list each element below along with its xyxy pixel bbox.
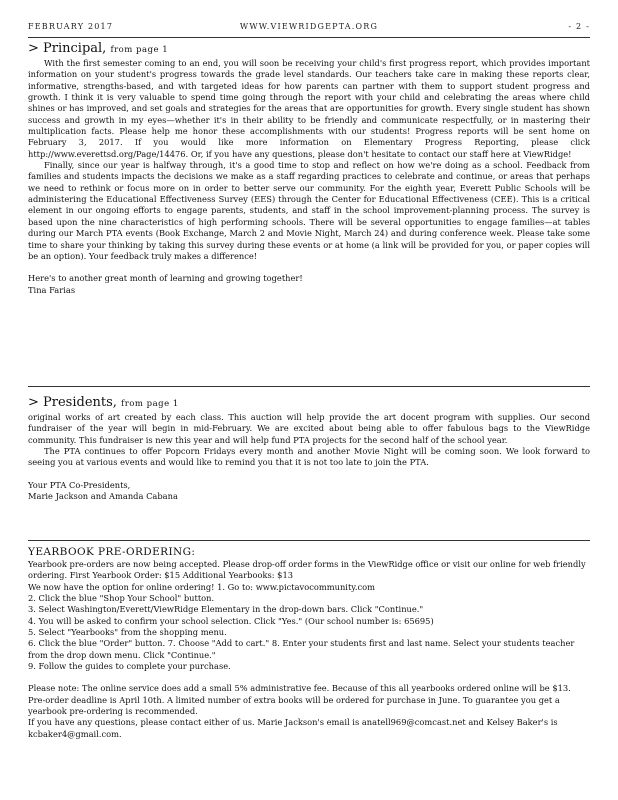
presidents-names: Marie Jackson and Amanda Cabana <box>28 491 178 502</box>
continued-from-note: from page 1 <box>121 399 179 409</box>
yearbook-note: Please note: The online service does add a small 5% administrative fee. Because of this all yearbooks ordered online will be $13. Pre-order deadline is April 10th. A limited number of extra books will be ordered for purchase in June. To guarantee you get a yearbook pre-ordering is recommended. <box>28 683 571 717</box>
principal-closing: Here's to another great month of learning and growing together! <box>28 273 303 284</box>
presidents-signoff: Your PTA Co-Presidents, <box>28 479 131 490</box>
principal-paragraph-1: With the first semester coming to an end, you will soon be receiving your child's first progress report, which provides important information on your student's progress towards the grade level standards. Our teachers take care in making these reports clear, informative, strengths-based, and with targeted ideas for how parents can partner with them to support student progress and growth. I think it is very valuable to spend time going through the report with your child and celebrating the areas where child shines or has improved, and set goals and strategies for the areas that are opportunities for growth. Every single student has shown success and growth in my eyes—whether it's in their ability to be friendly and communicate respectfully, or in mastering their multiplication facts. Please help me honor these accomplishments with our students! Progress reports will be sent home on February 3, 2017. If you would like more information on Elementary Progress Reporting, please click http://www.everettsd.org/Page/14476. Or, if you have any questions, please don't hesitate to contact our staff here at ViewRidge! <box>28 58 590 159</box>
yearbook-steps <box>28 593 590 672</box>
list-item: 9. Follow the guides to complete your purchase. <box>28 661 231 672</box>
yearbook-intro: Yearbook pre-orders are now being accepted. Please drop-off order forms in the ViewRidge office or visit our online for web friendly ordering. First Yearbook Order: $15 Additional Yearbooks: $13 <box>28 559 586 581</box>
list-item: 2. Click the blue "Shop Your School" button. <box>28 593 215 604</box>
list-item: 3. Select Washington/Everett/ViewRidge Elementary in the drop-down bars. Click "Continue." <box>28 604 424 615</box>
page-number: - 2 - <box>568 22 590 31</box>
page-header <box>28 22 590 34</box>
website-url[interactable]: WWW.VIEWRIDGEPTA.ORG <box>239 22 379 31</box>
presidents-section <box>28 395 590 502</box>
yearbook-contact: If you have any questions, please contact either of us. Marie Jackson's email is anatell969@comcast.net and Kelsey Baker's is kcbaker4@gmail.com. <box>28 717 558 739</box>
presidents-paragraph-2: The PTA continues to offer Popcorn Fridays every month and another Movie Night will be coming soon. We look forward to seeing you at various events and would like to remind you that it is not too late to join the PTA. <box>28 446 590 468</box>
section-divider <box>28 386 590 387</box>
principal-section <box>28 41 590 296</box>
presidents-heading: > Presidents, from page 1 <box>28 395 179 410</box>
list-item: 6. Click the blue "Order" button. 7. Choose "Add to cart." 8. Enter your students first and last name. Select your students teacher from the drop down menu. Click "Continue." <box>28 638 575 660</box>
principal-paragraph-2: Finally, since our year is halfway through, it's a good time to stop and reflect on how we're doing as a school. Feedback from families and students impacts the decisions we make as a staff regarding practices to celebrate and continue, or areas that perhaps we need to rethink or focus more on in order to better serve our community. For the eighth year, Everett Public Schools will be administering the Educational Effectiveness Survey (EES) through the Center for Educational Effectiveness (CEE). This is a critical element in our ongoing efforts to engage parents, students, and staff in the school improvement-planning process. The survey is based upon the nine characteristics of high performing schools. There will be several opportunities to engage families—at tables during our March PTA events (Book Exchange, March 2 and Movie Night, March 24) and during conference week. Please take some time to share your thinking by taking this survey during these events or at home (a link will be provided for you, or paper copies will be an option). Your feedback truly makes a difference! <box>28 160 590 261</box>
header-divider <box>28 37 590 38</box>
principal-heading: > Principal, from page 1 <box>28 41 169 56</box>
section-divider <box>28 540 590 541</box>
list-item: 5. Select "Yearbooks" from the shopping menu. <box>28 627 227 638</box>
yearbook-online-step-1: We now have the option for online ordering! 1. Go to: www.pictavocommunity.com <box>28 581 376 592</box>
list-item: 4. You will be asked to confirm your school selection. Click "Yes." (Our school number is: 65695) <box>28 615 434 626</box>
continued-from-note: from page 1 <box>110 45 169 55</box>
yearbook-heading: YEARBOOK PRE-ORDERING: <box>28 546 196 558</box>
presidents-paragraph-1: original works of art created by each class. This auction will help provide the art docent program with supplies. Our second fundraiser of the year will begin in mid-February. We are excited about being able to offer fabulous bags to the ViewRidge community. This fundraiser is new this year and will help fund PTA projects for the second half of the school year. <box>28 412 590 445</box>
principal-signature: Tina Farias <box>28 284 76 295</box>
yearbook-section <box>28 546 590 740</box>
issue-date: FEBRUARY 2017 <box>28 22 114 31</box>
